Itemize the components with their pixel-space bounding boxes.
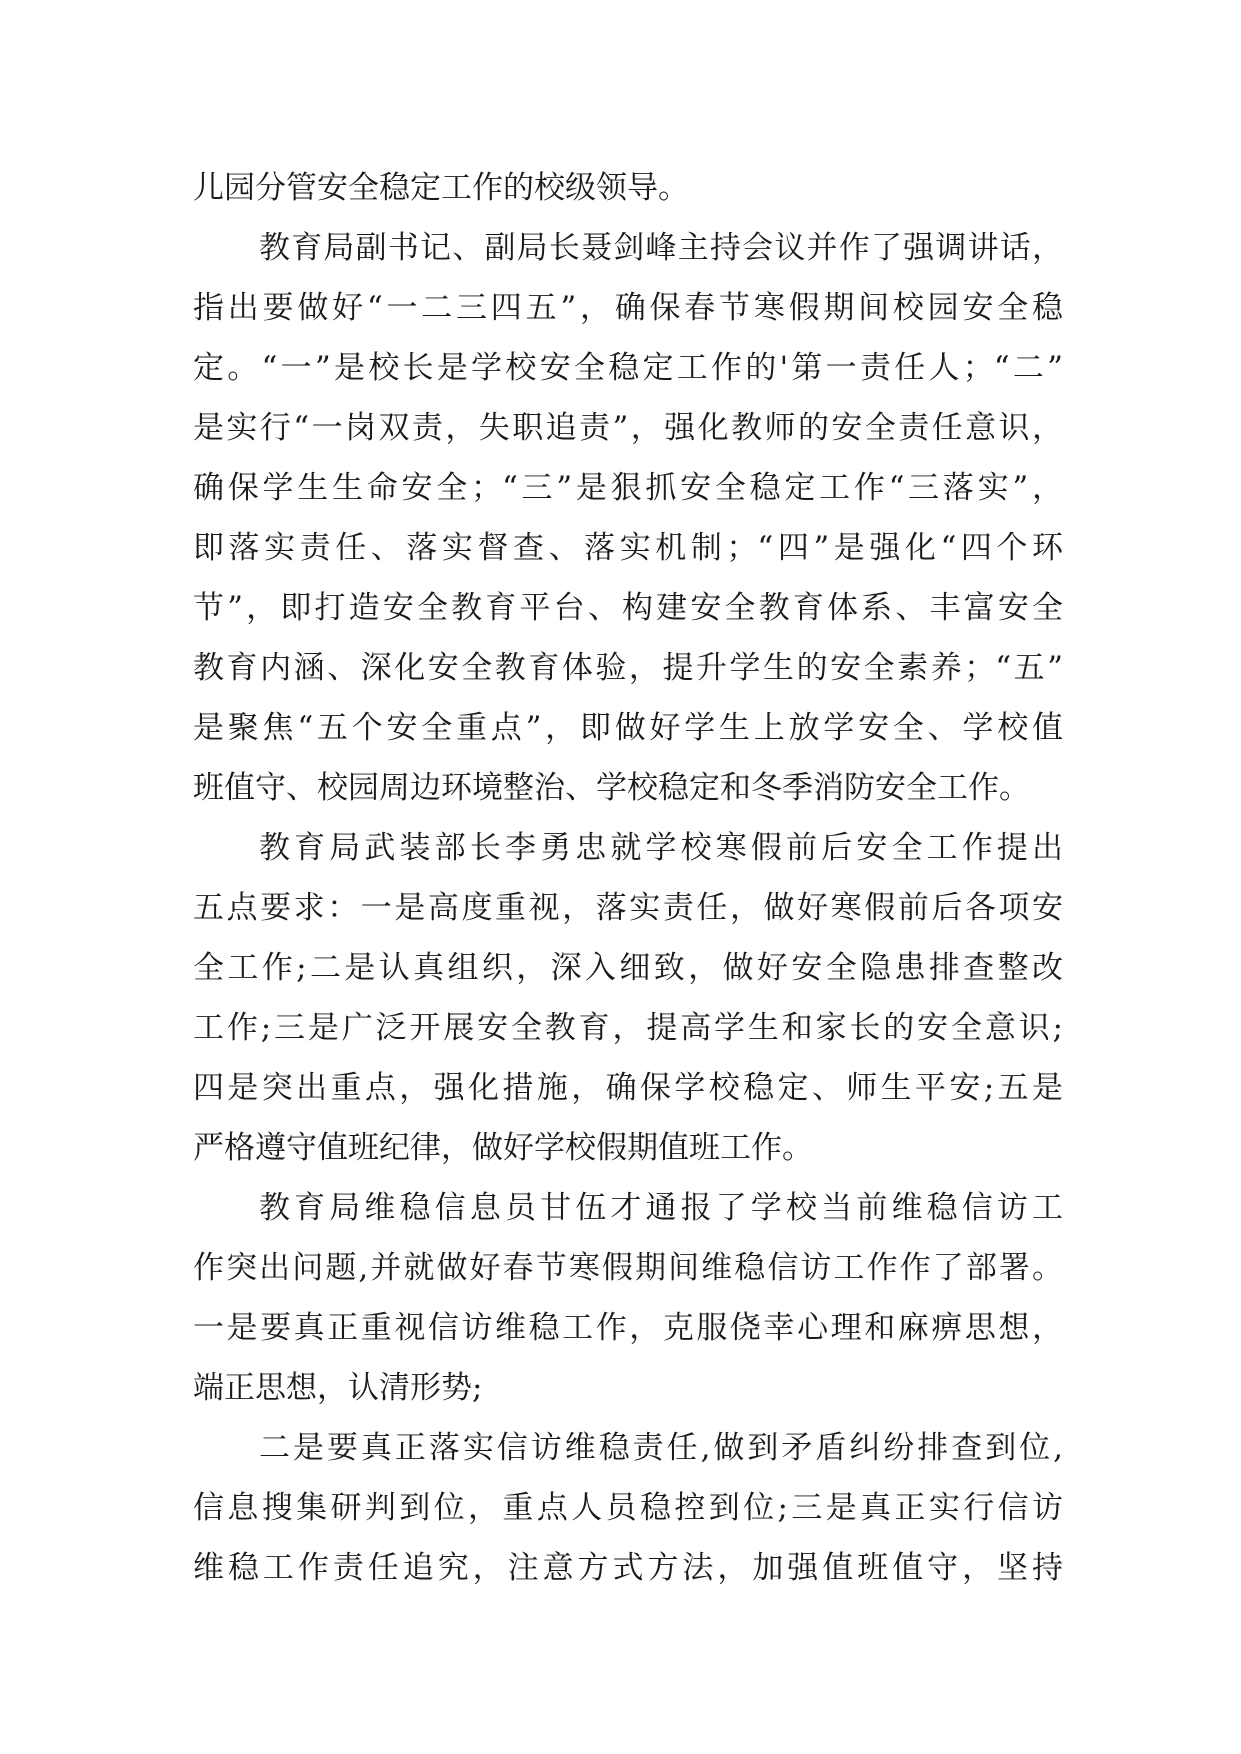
text-line: 指出要做好“一二三四五”，确保春节寒假期间校园安全稳 — [193, 290, 1063, 326]
paragraph — [193, 158, 1063, 218]
text-line: 严格遵守值班纪律，做好学校假期值班工作。 — [193, 1130, 813, 1166]
text-line: 端正思想，认清形势; — [193, 1370, 483, 1406]
text-line: 全工作;二是认真组织，深入细致，做好安全隐患排查整改 — [193, 950, 1063, 986]
text-line: 教育局副书记、副局长聂剑峰主持会议并作了强调讲话， — [259, 230, 1063, 266]
text-line: 四是突出重点，强化措施，确保学校稳定、师生平安;五是 — [193, 1070, 1063, 1106]
text-line: 班值守、校园周边环境整治、学校稳定和冬季消防安全工作。 — [193, 770, 1030, 806]
text-line: 是聚焦“五个安全重点”，即做好学生上放学安全、学校值 — [193, 710, 1063, 746]
text-line: 即落实责任、落实督查、落实机制；“四”是强化“四个环 — [193, 530, 1063, 566]
paragraph — [193, 1418, 1063, 1598]
text-line: 教育内涵、深化安全教育体验，提升学生的安全素养；“五” — [193, 650, 1063, 686]
document-body — [193, 158, 1063, 1598]
paragraph — [193, 218, 1063, 818]
text-line: 确保学生生命安全；“三”是狠抓安全稳定工作“三落实”， — [193, 470, 1063, 506]
text-line: 信息搜集研判到位，重点人员稳控到位;三是真正实行信访 — [193, 1490, 1063, 1526]
text-line: 二是要真正落实信访维稳责任,做到矛盾纠纷排查到位, — [259, 1430, 1063, 1466]
text-line: 一是要真正重视信访维稳工作，克服侥幸心理和麻痹思想， — [193, 1310, 1063, 1346]
text-line: 儿园分管安全稳定工作的校级领导。 — [193, 170, 689, 206]
paragraph — [193, 818, 1063, 1178]
text-line: 维稳工作责任追究，注意方式方法，加强值班值守，坚持 — [193, 1550, 1063, 1586]
text-line: 工作;三是广泛开展安全教育，提高学生和家长的安全意识; — [193, 1010, 1063, 1046]
text-line: 定。“一”是校长是学校安全稳定工作的'第一责任人；“二” — [193, 350, 1063, 386]
paragraph — [193, 1178, 1063, 1418]
text-line: 作突出问题,并就做好春节寒假期间维稳信访工作作了部署。 — [193, 1250, 1063, 1286]
text-line: 五点要求：一是高度重视，落实责任，做好寒假前后各项安 — [193, 890, 1063, 926]
text-line: 是实行“一岗双责，失职追责”，强化教师的安全责任意识， — [193, 410, 1063, 446]
text-line: 节”，即打造安全教育平台、构建安全教育体系、丰富安全 — [193, 590, 1063, 626]
text-line: 教育局维稳信息员甘伍才通报了学校当前维稳信访工 — [259, 1190, 1063, 1226]
text-line: 教育局武装部长李勇忠就学校寒假前后安全工作提出 — [259, 830, 1063, 866]
